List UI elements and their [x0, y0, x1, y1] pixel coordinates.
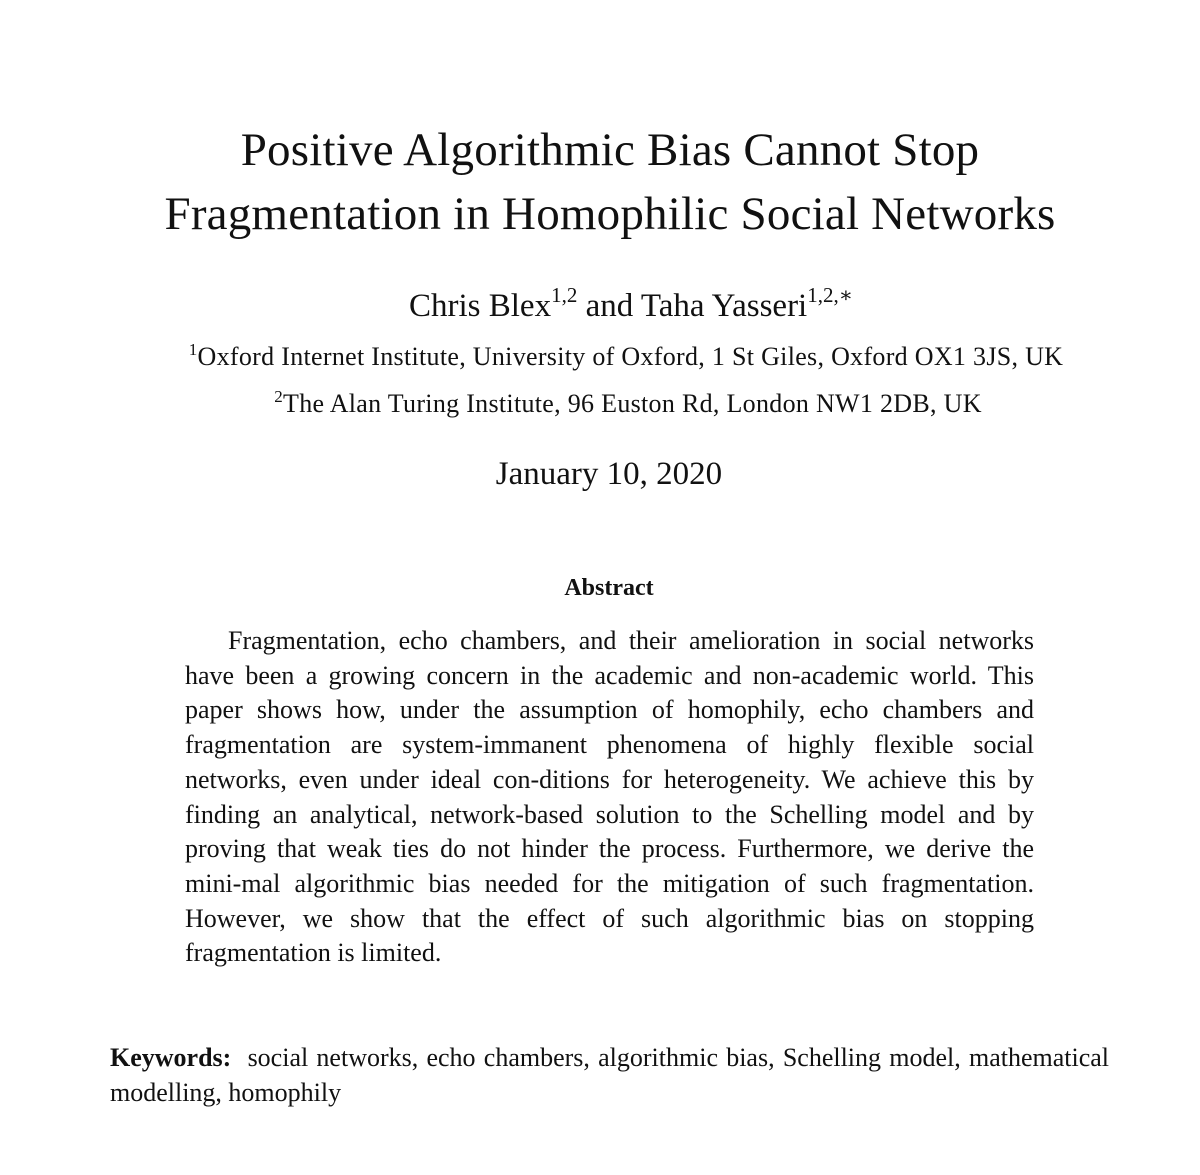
affiliation-1: [0, 340, 1200, 374]
affiliation-text: The Alan Turing Institute, 96 Euston Rd, London NW1 2DB, UK: [283, 389, 982, 418]
author-name-1: Chris Blex: [408, 288, 552, 324]
keywords-label: Keywords:: [110, 1043, 232, 1072]
paper-title-line-1: Positive Algorithmic Bias Cannot Stop: [240, 124, 980, 176]
abstract-body: Fragmentation, echo chambers, and their amelioration in social networks have been a growing concern in the academic and non-academic world. This paper shows how, under the assumption of homophily, echo chambers and fragmentation are system-immanent phenomena of highly flexible social networks, even under ideal con-ditions for heterogeneity. We achieve this by finding an analytical, network-based solution to the Schelling model and by proving that weak ties do not hinder the process. Furthermore, we derive the mini-mal algorithmic bias needed for the mitigation of such fragmentation. However, we show that the effect of such algorithmic bias on stopping fragmentation is limited.: [185, 626, 1034, 968]
author-affiliation-marker-2: 1,2,∗: [807, 283, 854, 307]
affiliation-marker: 1: [188, 340, 198, 359]
author-conjunction: and: [577, 288, 641, 324]
keywords-list: social networks, echo chambers, algorithmic bias, Schelling model, mathematical modelling, homophily: [110, 1043, 1110, 1107]
affiliation-2: [0, 387, 1200, 421]
affiliation-text: Oxford Internet Institute, University of Oxford, 1 St Giles, Oxford OX1 3JS, UK: [197, 342, 1064, 371]
paper-date: January 10, 2020: [495, 456, 723, 492]
abstract-heading: Abstract: [564, 575, 654, 601]
author-list: [0, 284, 1200, 328]
affiliation-marker: 2: [274, 387, 284, 406]
author-name-2: Taha Yasseri: [640, 288, 808, 324]
paper-title-line-2: Fragmentation in Homophilic Social Networks: [164, 188, 1056, 240]
author-affiliation-marker-1: 1,2: [551, 283, 578, 307]
paper-title: [0, 118, 1200, 246]
keywords: [110, 1040, 1109, 1110]
